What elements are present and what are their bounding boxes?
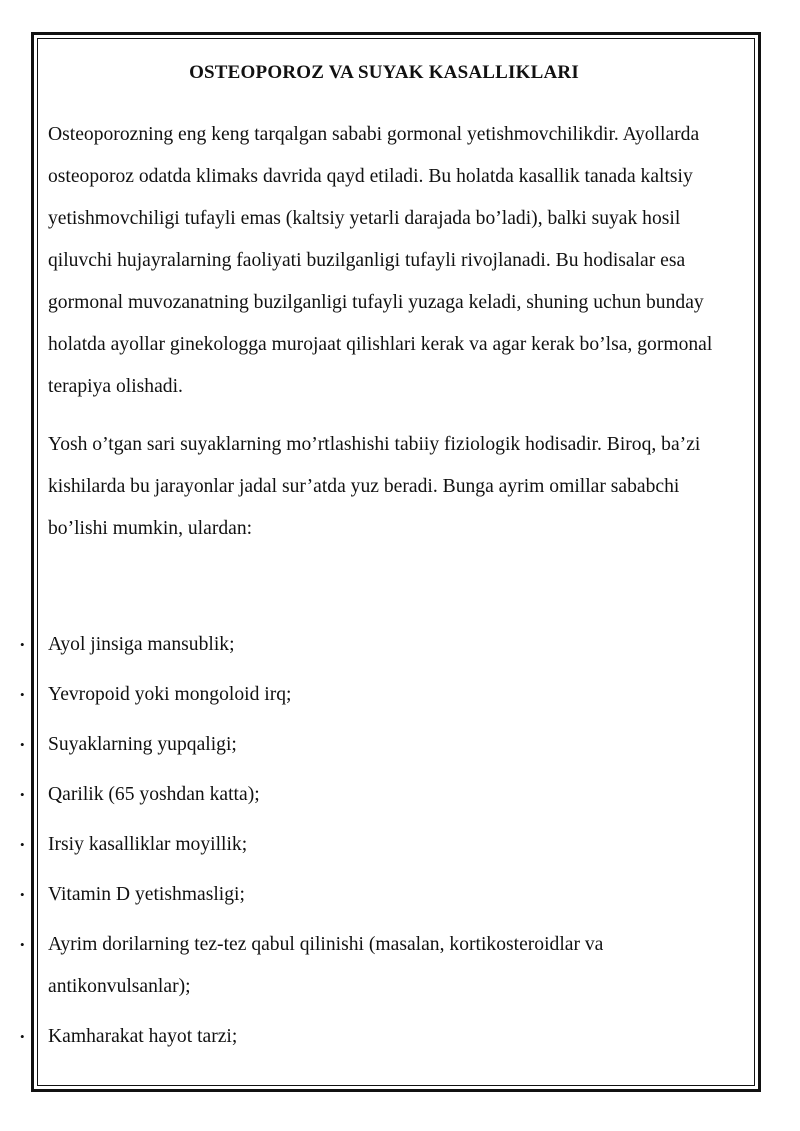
list-item-text: Suyaklarning yupqaligi; bbox=[48, 734, 237, 755]
list-item-text: Irsiy kasalliklar moyillik; bbox=[48, 834, 248, 855]
bullet-icon: • bbox=[20, 937, 25, 952]
risk-factor-list bbox=[0, 624, 800, 1066]
bullet-icon: • bbox=[20, 787, 25, 802]
document-body bbox=[48, 60, 720, 566]
list-item-text: Vitamin D yetishmasligi; bbox=[48, 884, 245, 905]
list-item-text: Ayrim dorilarning tez-tez qabul qilinishi (masalan, kortikosteroidlar va antikonvulsanlar); bbox=[48, 934, 604, 997]
bullet-icon: • bbox=[20, 837, 25, 852]
list-item bbox=[0, 724, 720, 766]
list-item bbox=[0, 1016, 720, 1058]
list-item bbox=[0, 774, 720, 816]
paragraph-2: Yosh o’tgan sari suyaklarning mo’rtlashishi tabiiy fiziologik hodisadir. Biroq, ba’zi kishilarda bu jarayonlar jadal sur’atda yuz beradi. Bunga ayrim omillar sababchi bo’lishi mumkin, ulardan: bbox=[48, 434, 701, 539]
document-title: OSTEOPOROZ VA SUYAK KASALLIKLARI bbox=[189, 62, 579, 83]
bullet-icon: • bbox=[20, 887, 25, 902]
list-item bbox=[0, 674, 720, 716]
list-item bbox=[0, 624, 720, 666]
list-item bbox=[0, 824, 720, 866]
list-item bbox=[0, 874, 720, 916]
list-item-text: Yevropoid yoki mongoloid irq; bbox=[48, 684, 292, 705]
list-item bbox=[0, 924, 720, 1008]
bullet-icon: • bbox=[20, 687, 25, 702]
bullet-icon: • bbox=[20, 637, 25, 652]
list-item-text: Ayol jinsiga mansublik; bbox=[48, 634, 235, 655]
list-item-text: Kamharakat hayot tarzi; bbox=[48, 1026, 238, 1047]
list-item-text: Qarilik (65 yoshdan katta); bbox=[48, 784, 260, 805]
bullet-icon: • bbox=[20, 1029, 25, 1044]
bullet-icon: • bbox=[20, 737, 25, 752]
paragraph-1: Osteoporozning eng keng tarqalgan sababi gormonal yetishmovchilikdir. Ayollarda osteoporoz odatda klimaks davrida qayd etiladi. Bu holatda kasallik tanada kaltsiy yetishmovchiligi tufayli emas (kaltsiy yetarli darajada bo’ladi), balki suyak hosil qiluvchi hujayralarning faoliyati buzilganligi tufayli rivojlanadi. Bu hodisalar esa gormonal muvozanatning buzilganligi tufayli yuzaga keladi, shuning uchun bunday holatda ayollar ginekologga murojaat qilishlari kerak va agar kerak bo’lsa, gormonal terapiya olishadi. bbox=[48, 124, 713, 397]
